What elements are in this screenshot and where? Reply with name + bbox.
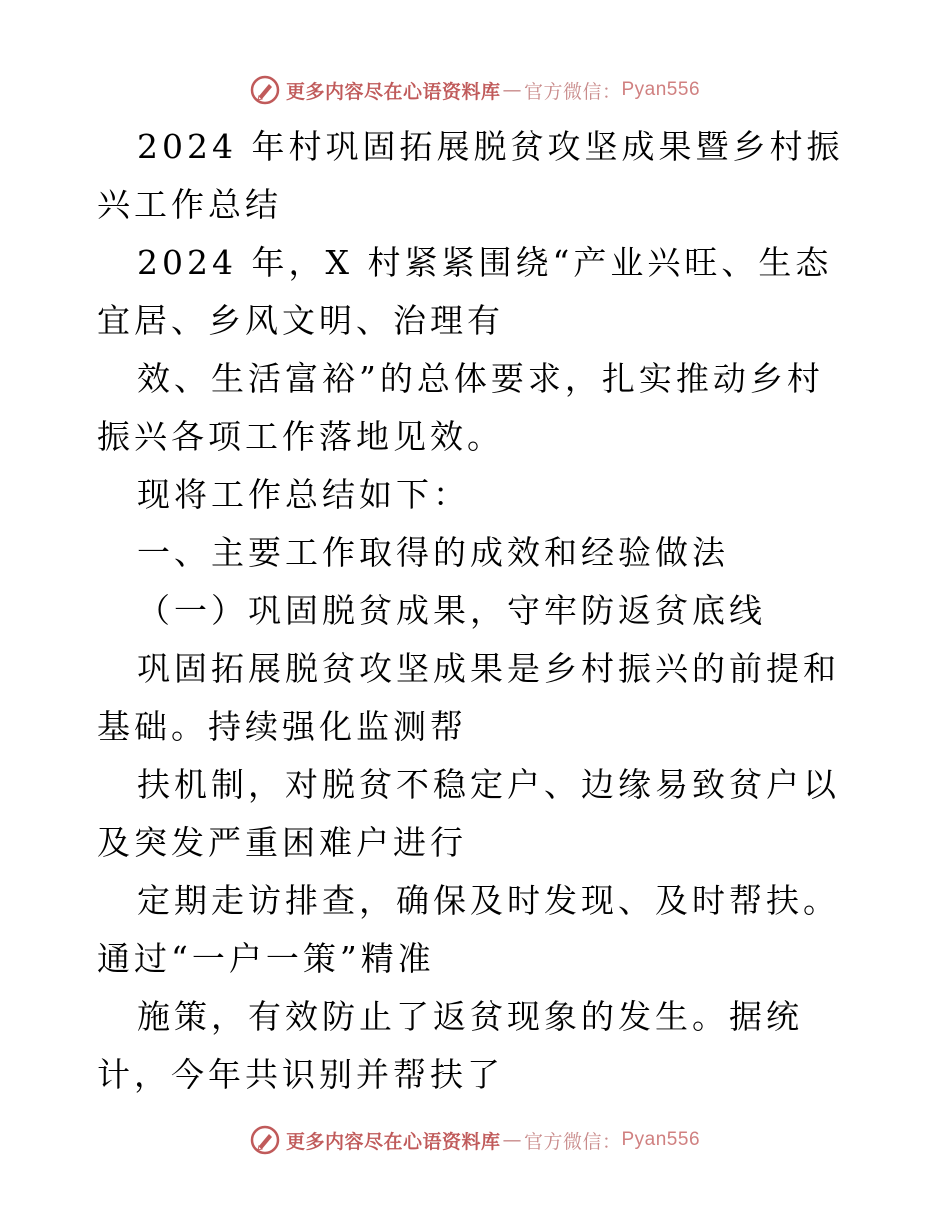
document-body xyxy=(97,118,857,1104)
paragraph: 扶机制，对脱贫不稳定户、边缘易致贫户以及突发严重困难户进行 xyxy=(97,765,840,862)
watermark-wechat-label: 官方微信： xyxy=(523,80,622,103)
watermark-separator: — xyxy=(502,1129,522,1151)
paragraph: 巩固拓展脱贫攻坚成果是乡村振兴的前提和基础。持续强化监测帮 xyxy=(97,649,840,746)
watermark-wechat-id: Pyan556 xyxy=(621,79,701,100)
pen-logo-icon xyxy=(250,1125,280,1155)
paragraph: 定期走访排查，确保及时发现、及时帮扶。通过“一户一策”精准 xyxy=(97,881,840,978)
watermark-brand: 更多内容尽在心语资料库 xyxy=(285,80,501,103)
paragraph: 现将工作总结如下： xyxy=(137,475,470,514)
subsection-heading: （一）巩固脱贫成果，守牢防返贫底线 xyxy=(137,591,766,630)
watermark-wechat-id: Pyan556 xyxy=(621,1129,701,1150)
paragraph: 施策，有效防止了返贫现象的发生。据统计，今年共识别并帮扶了 xyxy=(97,997,803,1094)
watermark-banner-top xyxy=(0,70,950,110)
paragraph: 效、生活富裕”的总体要求，扎实推动乡村振兴各项工作落地见效。 xyxy=(97,359,824,456)
pen-logo-icon xyxy=(250,75,280,105)
watermark-wechat-label: 官方微信： xyxy=(523,1130,622,1153)
paragraph: 2024 年，X 村紧紧围绕“产业兴旺、生态宜居、乡风文明、治理有 xyxy=(97,243,833,340)
watermark-banner-bottom xyxy=(0,1120,950,1160)
section-heading: 一、主要工作取得的成效和经验做法 xyxy=(137,533,729,572)
document-title: 2024 年村巩固拓展脱贫攻坚成果暨乡村振兴工作总结 xyxy=(97,127,844,224)
watermark-separator: — xyxy=(502,79,522,101)
watermark-brand: 更多内容尽在心语资料库 xyxy=(285,1130,501,1153)
